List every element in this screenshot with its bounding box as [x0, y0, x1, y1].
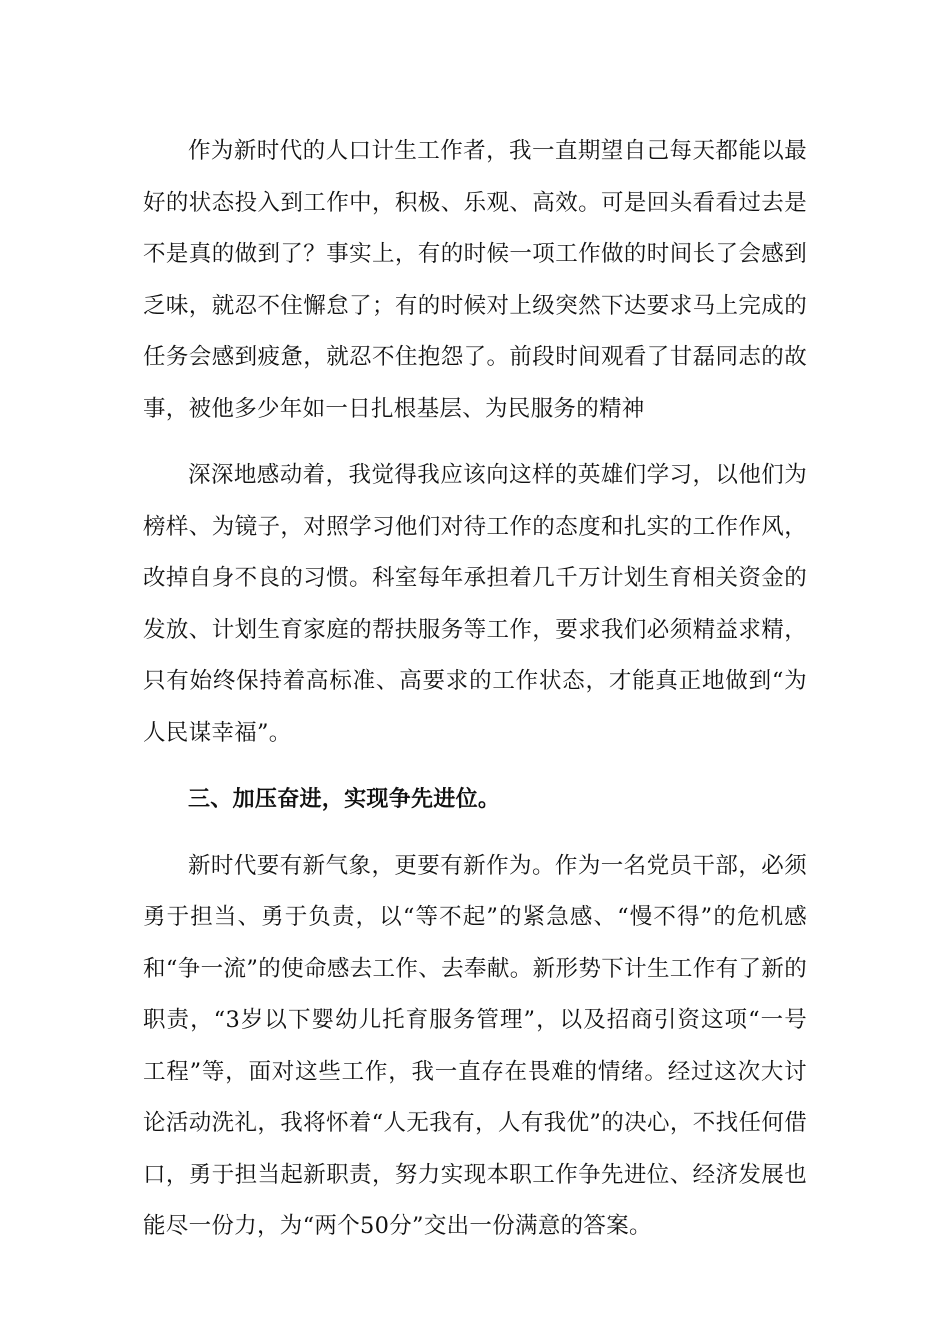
document-body [143, 126, 807, 1253]
paragraph-1: 作为新时代的人口计生工作者，我一直期望自己每天都能以最好的状态投入到工作中，积极、乐观、高效。可是回头看看过去是不是真的做到了？事实上，有的时候一项工作做的时间长了会感到乏味，就忍不住懈怠了；有的时候对上级突然下达要求马上完成的任务会感到疲惫，就忍不住抱怨了。前段时间观看了甘磊同志的故事，被他多少年如一日扎根基层、为民服务的精神 [143, 138, 807, 422]
section-heading: 三、加压奋进，实现争先进位。 [188, 787, 501, 812]
paragraph-2: 深深地感动着，我觉得我应该向这样的英雄们学习，以他们为榜样、为镜子，对照学习他们对待工作的态度和扎实的工作作风，改掉自身不良的习惯。科室每年承担着几千万计划生育相关资金的发放、计划生育家庭的帮扶服务等工作，要求我们必须精益求精，只有始终保持着高标准、高要求的工作状态，才能真正地做到“为人民谋幸福”。 [143, 462, 807, 746]
paragraph-3: 新时代要有新气象，更要有新作为。作为一名党员干部，必须勇于担当、勇于负责，以“等不起”的紧急感、“慢不得”的危机感和“争一流”的使命感去工作、去奉献。新形势下计生工作有了新的职责，“3岁以下婴幼儿托育服务管理”，以及招商引资这项“一号工程”等，面对这些工作，我一直存在畏难的情绪。经过这次大讨论活动洗礼，我将怀着“人无我有，人有我优”的决心，不找任何借口，勇于担当起新职责，努力实现本职工作争先进位、经济发展也能尽一份力，为“两个50分”交出一份满意的答案。 [143, 852, 807, 1239]
